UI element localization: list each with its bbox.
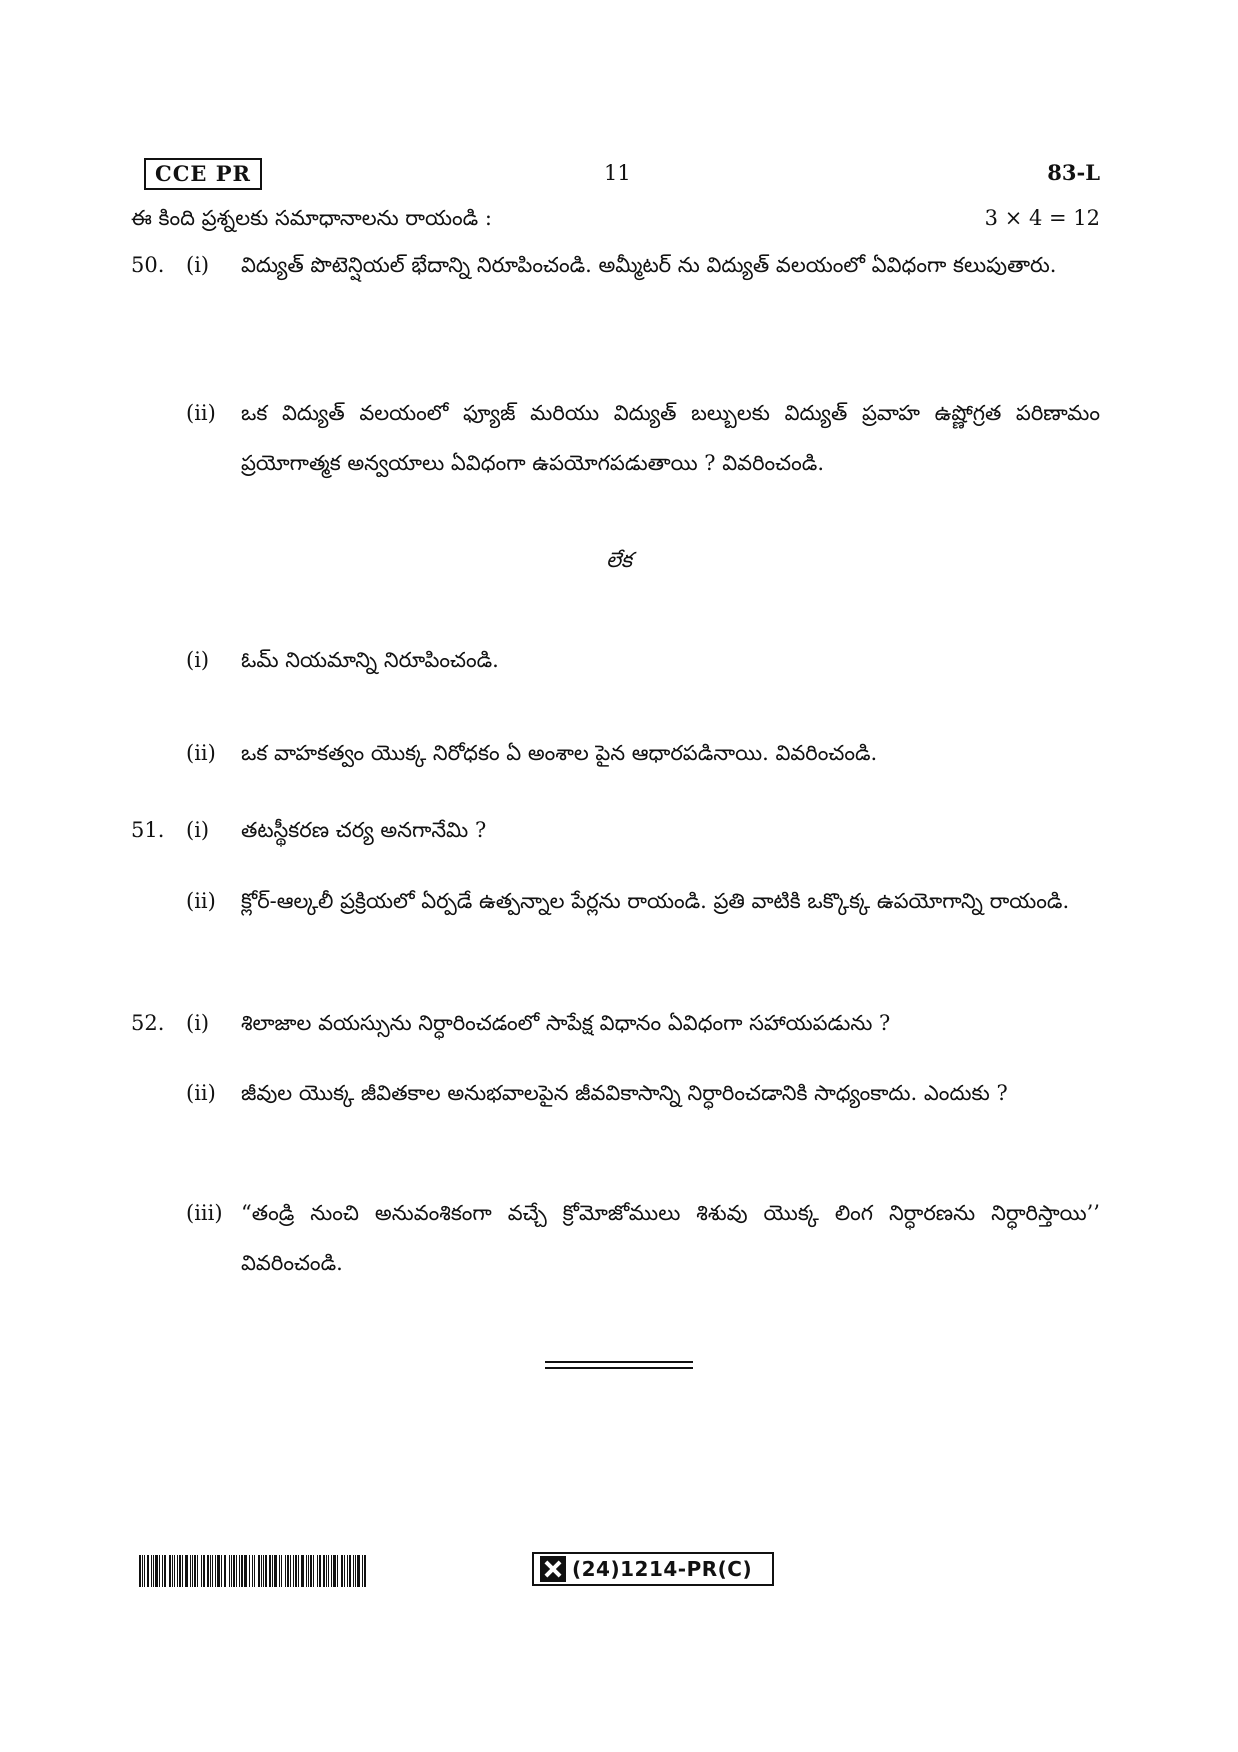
barcode-bar	[313, 1555, 314, 1587]
barcode-bar	[177, 1555, 178, 1587]
barcode-bar	[153, 1555, 154, 1587]
q52-iii-label: (iii)	[186, 1201, 223, 1225]
barcode-bar	[179, 1555, 181, 1587]
instruction-text: ఈ కింది ప్రశ్నలకు సమాధానాలను రాయండి :	[131, 206, 492, 230]
barcode-bar	[231, 1555, 232, 1587]
barcode-bar	[159, 1555, 160, 1587]
barcode-bar	[254, 1555, 255, 1587]
barcode-bar	[344, 1555, 345, 1587]
q50-alt-i-text: ఓమ్ నియమాన్ని నిరూపించండి.	[241, 648, 499, 672]
q50-i-text: విద్యుత్ పొటెన్షియల్ భేదాన్ని నిరూపించండి. అమ్మీటర్ ను విద్యుత్ వలయంలో ఏవిధంగా కలుపుతారు.	[241, 253, 1057, 277]
barcode-bar	[269, 1555, 271, 1587]
cross-box-icon	[540, 1556, 566, 1582]
barcode-bar	[263, 1555, 264, 1587]
barcode-bar	[306, 1555, 307, 1587]
barcode-bar	[290, 1555, 291, 1587]
q52-ii-text: జీవుల యొక్క జీవితకాల అనుభవాలపైన జీవవికాసాన్ని నిర్ధారించడానికి సాధ్యంకాదు. ఎందుకు ?	[241, 1081, 1008, 1105]
header-box-label: CCE PR	[144, 158, 262, 190]
barcode-bar	[182, 1555, 183, 1587]
barcode-bar	[261, 1555, 262, 1587]
barcode-bar	[362, 1555, 363, 1587]
barcode-bar	[144, 1555, 145, 1587]
q50-ii-text: ఒక విద్యుత్ వలయంలో ఫ్యూజ్ మరియు విద్యుత్ బల్బులకు విద్యుత్ ప్రవాహ ఉష్ణోగ్రత పరిణామం ప్రయోగాత్మక అన్వయాలు ఏవిధంగా ఉపయోగపడుతాయి ? వివరించండి.	[241, 401, 1100, 475]
barcode-bar	[203, 1555, 205, 1587]
paper-code: 83-L	[1047, 160, 1100, 185]
marks-scheme: 3 × 4 = 12	[984, 206, 1100, 230]
barcode-bar	[233, 1555, 235, 1587]
barcode-bar	[293, 1555, 294, 1587]
barcode-bar	[272, 1555, 273, 1587]
or-separator: లేక	[606, 548, 632, 572]
barcode-bar	[194, 1555, 196, 1587]
barcode	[139, 1555, 371, 1587]
question-number-52: 52.	[131, 1011, 165, 1035]
question-number-50: 50.	[131, 253, 165, 277]
q50-alt-i-label: (i)	[186, 648, 210, 672]
barcode-bar	[308, 1555, 309, 1587]
barcode-bar	[349, 1555, 351, 1587]
footer-code-box	[532, 1552, 774, 1586]
barcode-bar	[239, 1555, 240, 1587]
barcode-bar	[162, 1555, 163, 1587]
barcode-bar	[155, 1555, 158, 1587]
barcode-bar	[298, 1555, 299, 1587]
q52-i-label: (i)	[186, 1011, 210, 1035]
barcode-bar	[210, 1555, 211, 1587]
barcode-bar	[229, 1555, 230, 1587]
barcode-bar	[279, 1555, 280, 1587]
barcode-bar	[190, 1555, 191, 1587]
barcode-bar	[236, 1555, 237, 1587]
barcode-bar	[221, 1555, 222, 1587]
q50-ii-label: (ii)	[186, 401, 216, 425]
barcode-bar	[185, 1555, 188, 1587]
barcode-bar	[310, 1555, 312, 1587]
q52-ii-label: (ii)	[186, 1081, 216, 1105]
barcode-bar	[364, 1555, 366, 1587]
q51-i-text: తటస్థీకరణ చర్య అనగానేమి ?	[241, 818, 487, 842]
barcode-bar	[341, 1555, 343, 1587]
barcode-bar	[258, 1555, 260, 1587]
page-number: 11	[604, 161, 631, 185]
barcode-bar	[287, 1555, 289, 1587]
barcode-bar	[347, 1555, 348, 1587]
barcode-bar	[139, 1555, 141, 1587]
barcode-bar	[323, 1555, 325, 1587]
barcode-bar	[147, 1555, 149, 1587]
barcode-bar	[244, 1555, 247, 1587]
barcode-bar	[331, 1555, 332, 1587]
barcode-bar	[142, 1555, 143, 1587]
barcode-bar	[295, 1555, 297, 1587]
barcode-bar	[328, 1555, 329, 1587]
barcode-bar	[281, 1555, 282, 1587]
barcode-bar	[337, 1555, 338, 1587]
barcode-bar	[174, 1555, 175, 1587]
barcode-bar	[169, 1555, 171, 1587]
barcode-bar	[192, 1555, 193, 1587]
barcode-bar	[241, 1555, 243, 1587]
barcode-bar	[201, 1555, 202, 1587]
barcode-bar	[285, 1555, 286, 1587]
barcode-bar	[301, 1555, 304, 1587]
barcode-bar	[215, 1555, 216, 1587]
barcode-bar	[274, 1555, 277, 1587]
barcode-bar	[353, 1555, 354, 1587]
barcode-bar	[252, 1555, 253, 1587]
barcode-bar	[217, 1555, 220, 1587]
q51-ii-text: క్లోర్-ఆల్కలీ ప్రక్రియలో ఏర్పడే ఉత్పన్నాల పేర్లను రాయండి. ప్రతి వాటికి ఒక్కొక్క ఉపయోగాన్ని రాయండి.	[241, 889, 1070, 913]
barcode-bar	[357, 1555, 360, 1587]
barcode-bar	[164, 1555, 166, 1587]
barcode-bar	[319, 1555, 321, 1587]
q52-iii-text: “తండ్రి నుంచి అనువంశికంగా వచ్చే క్రోమోజోములు శిశువు యొక్క లింగ నిర్ధారణను నిర్ధారిస్తాయి’’ వివరించండి.	[241, 1201, 1100, 1275]
question-number-51: 51.	[131, 818, 165, 842]
barcode-bar	[172, 1555, 173, 1587]
q51-ii-label: (ii)	[186, 889, 216, 913]
barcode-bar	[355, 1555, 356, 1587]
barcode-bar	[197, 1555, 198, 1587]
q50-i-label: (i)	[186, 253, 210, 277]
barcode-bar	[326, 1555, 327, 1587]
q50-alt-ii-label: (ii)	[186, 741, 216, 765]
barcode-bar	[265, 1555, 267, 1587]
barcode-bar	[317, 1555, 318, 1587]
barcode-bar	[207, 1555, 209, 1587]
q50-alt-ii-text: ఒక వాహకత్వం యొక్క నిరోధకం ఏ అంశాల పైన ఆధారపడినాయి. వివరించండి.	[241, 741, 878, 765]
barcode-bar	[249, 1555, 250, 1587]
end-rule-bottom	[545, 1367, 693, 1369]
q51-i-label: (i)	[186, 818, 210, 842]
footer-code: (24)1214-PR(C)	[572, 1557, 753, 1581]
barcode-bar	[212, 1555, 213, 1587]
barcode-bar	[224, 1555, 226, 1587]
barcode-bar	[333, 1555, 336, 1587]
q52-i-text: శిలాజాల వయస్సును నిర్ధారించడంలో సాపేక్ష విధానం ఏవిధంగా సహాయపడును ?	[241, 1011, 891, 1035]
barcode-bar	[151, 1555, 152, 1587]
end-rule-top	[545, 1361, 693, 1363]
